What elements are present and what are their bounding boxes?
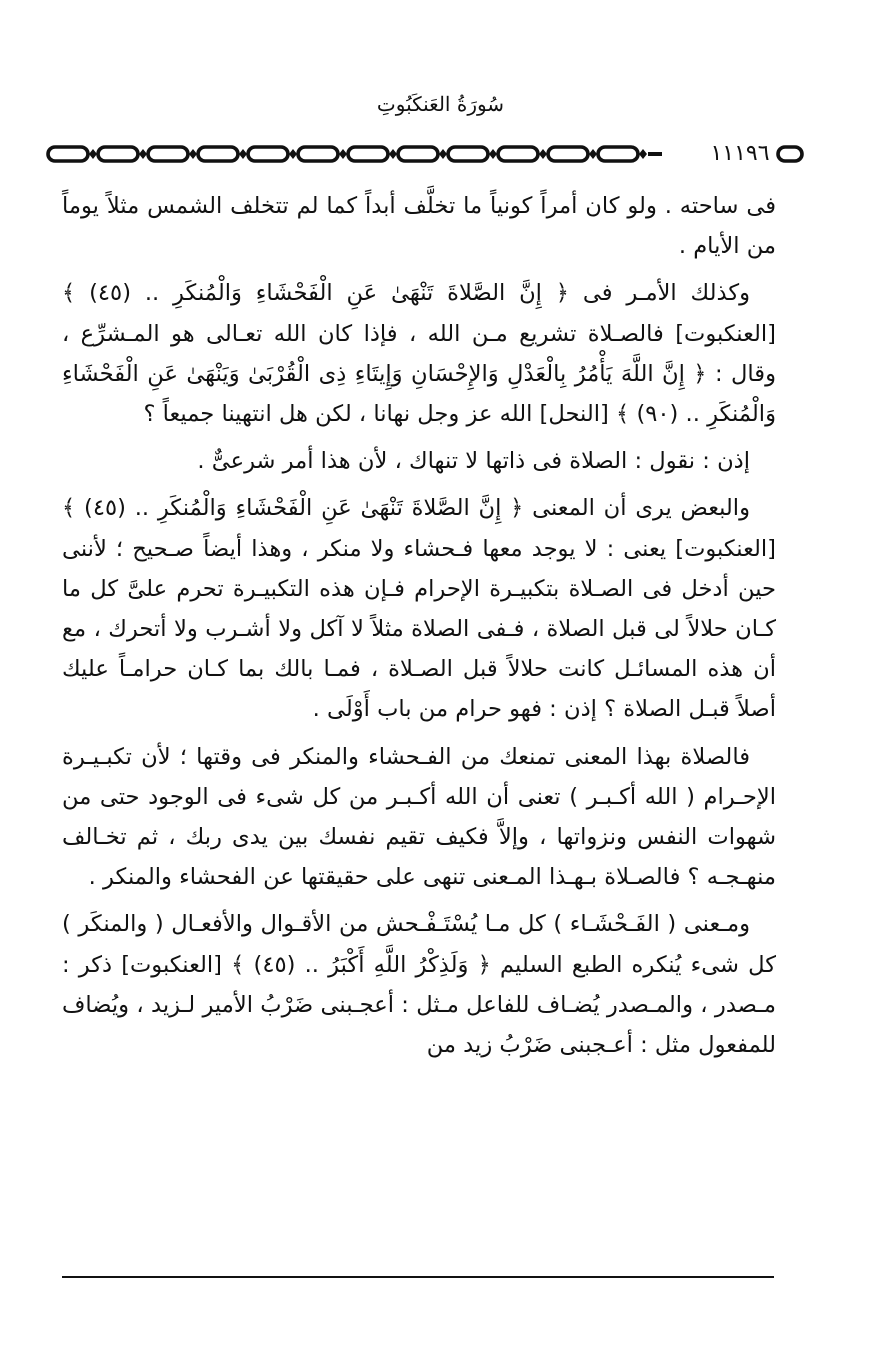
decorative-border-rule	[42, 140, 662, 168]
paragraph-3: إذن : نقول : الصلاة فى ذاتها لا تنهاك ، لأن هذا أمر شرعىٌّ .	[197, 448, 750, 475]
paragraph-2: وكذلك الأمـر فى ﴿ إِنَّ الصَّلاةَ تَنْهَىٰ عَنِ الْفَحْشَاءِ وَالْمُنكَرِ .. (٤٥) ﴾ [العنكبوت] فالصـلاة تشريع مـن الله ، فإذا كان الله تعـالى هو المـشرِّع ، وقال : ﴿ إِنَّ اللَّهَ يَأْمُرُ بِالْعَدْلِ وَالإِحْسَانِ وَإِيتَاءِ ذِى الْقُرْبَىٰ وَيَنْهَىٰ عَنِ الْفَحْشَاءِ وَالْمُنكَرِ .. (٩٠) ﴾ [النحل] الله عز وجل نهانا ، لكن هل انتهينا جميعاً ؟	[62, 280, 776, 428]
paragraph-5: فالصلاة بهذا المعنى تمنعك من الفـحشاء والمنكر فى وقتها ؛ لأن تكبـيـرة الإحـرام ( الله أكـبـر ) تعنى أن الله أكـبـر من كل شىء فى الوجود حتى من شهوات النفس ونزواتها ، وإلاَّ فكيف تقيم نفسك بين يدى ربك ، ثم تخـالف منهـجـه ؟ فالصـلاة بـهـذا المـعنى تنهى على حقيقتها عن الفحشاء والمنكر .	[62, 743, 776, 891]
paragraph-1: فى ساحته . ولو كان أمراً كونياً ما تخلَّف أبداً كما لم تتخلف الشمس مثلاً يوماً من الأيام .	[62, 193, 776, 260]
page-number: ١١١٩٦	[710, 141, 770, 166]
paragraph-6: ومـعنى ( الفَـحْشَـاء ) كل مـا يُسْتَـفْـحش من الأقـوال والأفعـال ( والمنكَر ) كل شىء يُنكره الطبع السليم ﴿ وَلَذِكْرُ اللَّهِ أَكْبَرُ .. (٤٥) ﴾ [العنكبوت] ذكر : مـصدر ، والمـصدر يُضـاف للفاعل مـثل : أعجـبنى ضَرْبُ الأمير لـزيد ، ويُضاف للمفعول مثل : أعـجبنى ضَرْبُ زيد من	[62, 911, 776, 1059]
decorative-rule-end	[776, 143, 804, 165]
footnote-separator	[62, 1276, 774, 1278]
main-text	[62, 186, 776, 1065]
surah-title: سُورَةُ العَنكَبُوتِ	[376, 92, 505, 116]
paragraph-4: والبعض يرى أن المعنى ﴿ إِنَّ الصَّلاةَ تَنْهَىٰ عَنِ الْفَحْشَاءِ وَالْمُنكَرِ .. (٤٥) ﴾ [العنكبوت] يعنى : لا يوجد معها فـحشاء ولا منكر ، وهذا أيضاً صـحيح ؛ لأننى حين أدخل فى الصـلاة بتكبيـرة الإحرام فـإن هذه التكبيـرة تحرم علىَّ كل ما كـان حلالاً لى قبل الصلاة ، فـفى الصلاة مثلاً لا آكل ولا أشـرب ولا أتحرك ، مع أن هذه المسائـل كانت حلالاً قبل الصـلاة ، فمـا بالك بما كـان حرامـاً عليك أصلاً قبـل الصلاة ؟ إذن : فهو حرام من باب أَوْلَى .	[62, 495, 776, 723]
